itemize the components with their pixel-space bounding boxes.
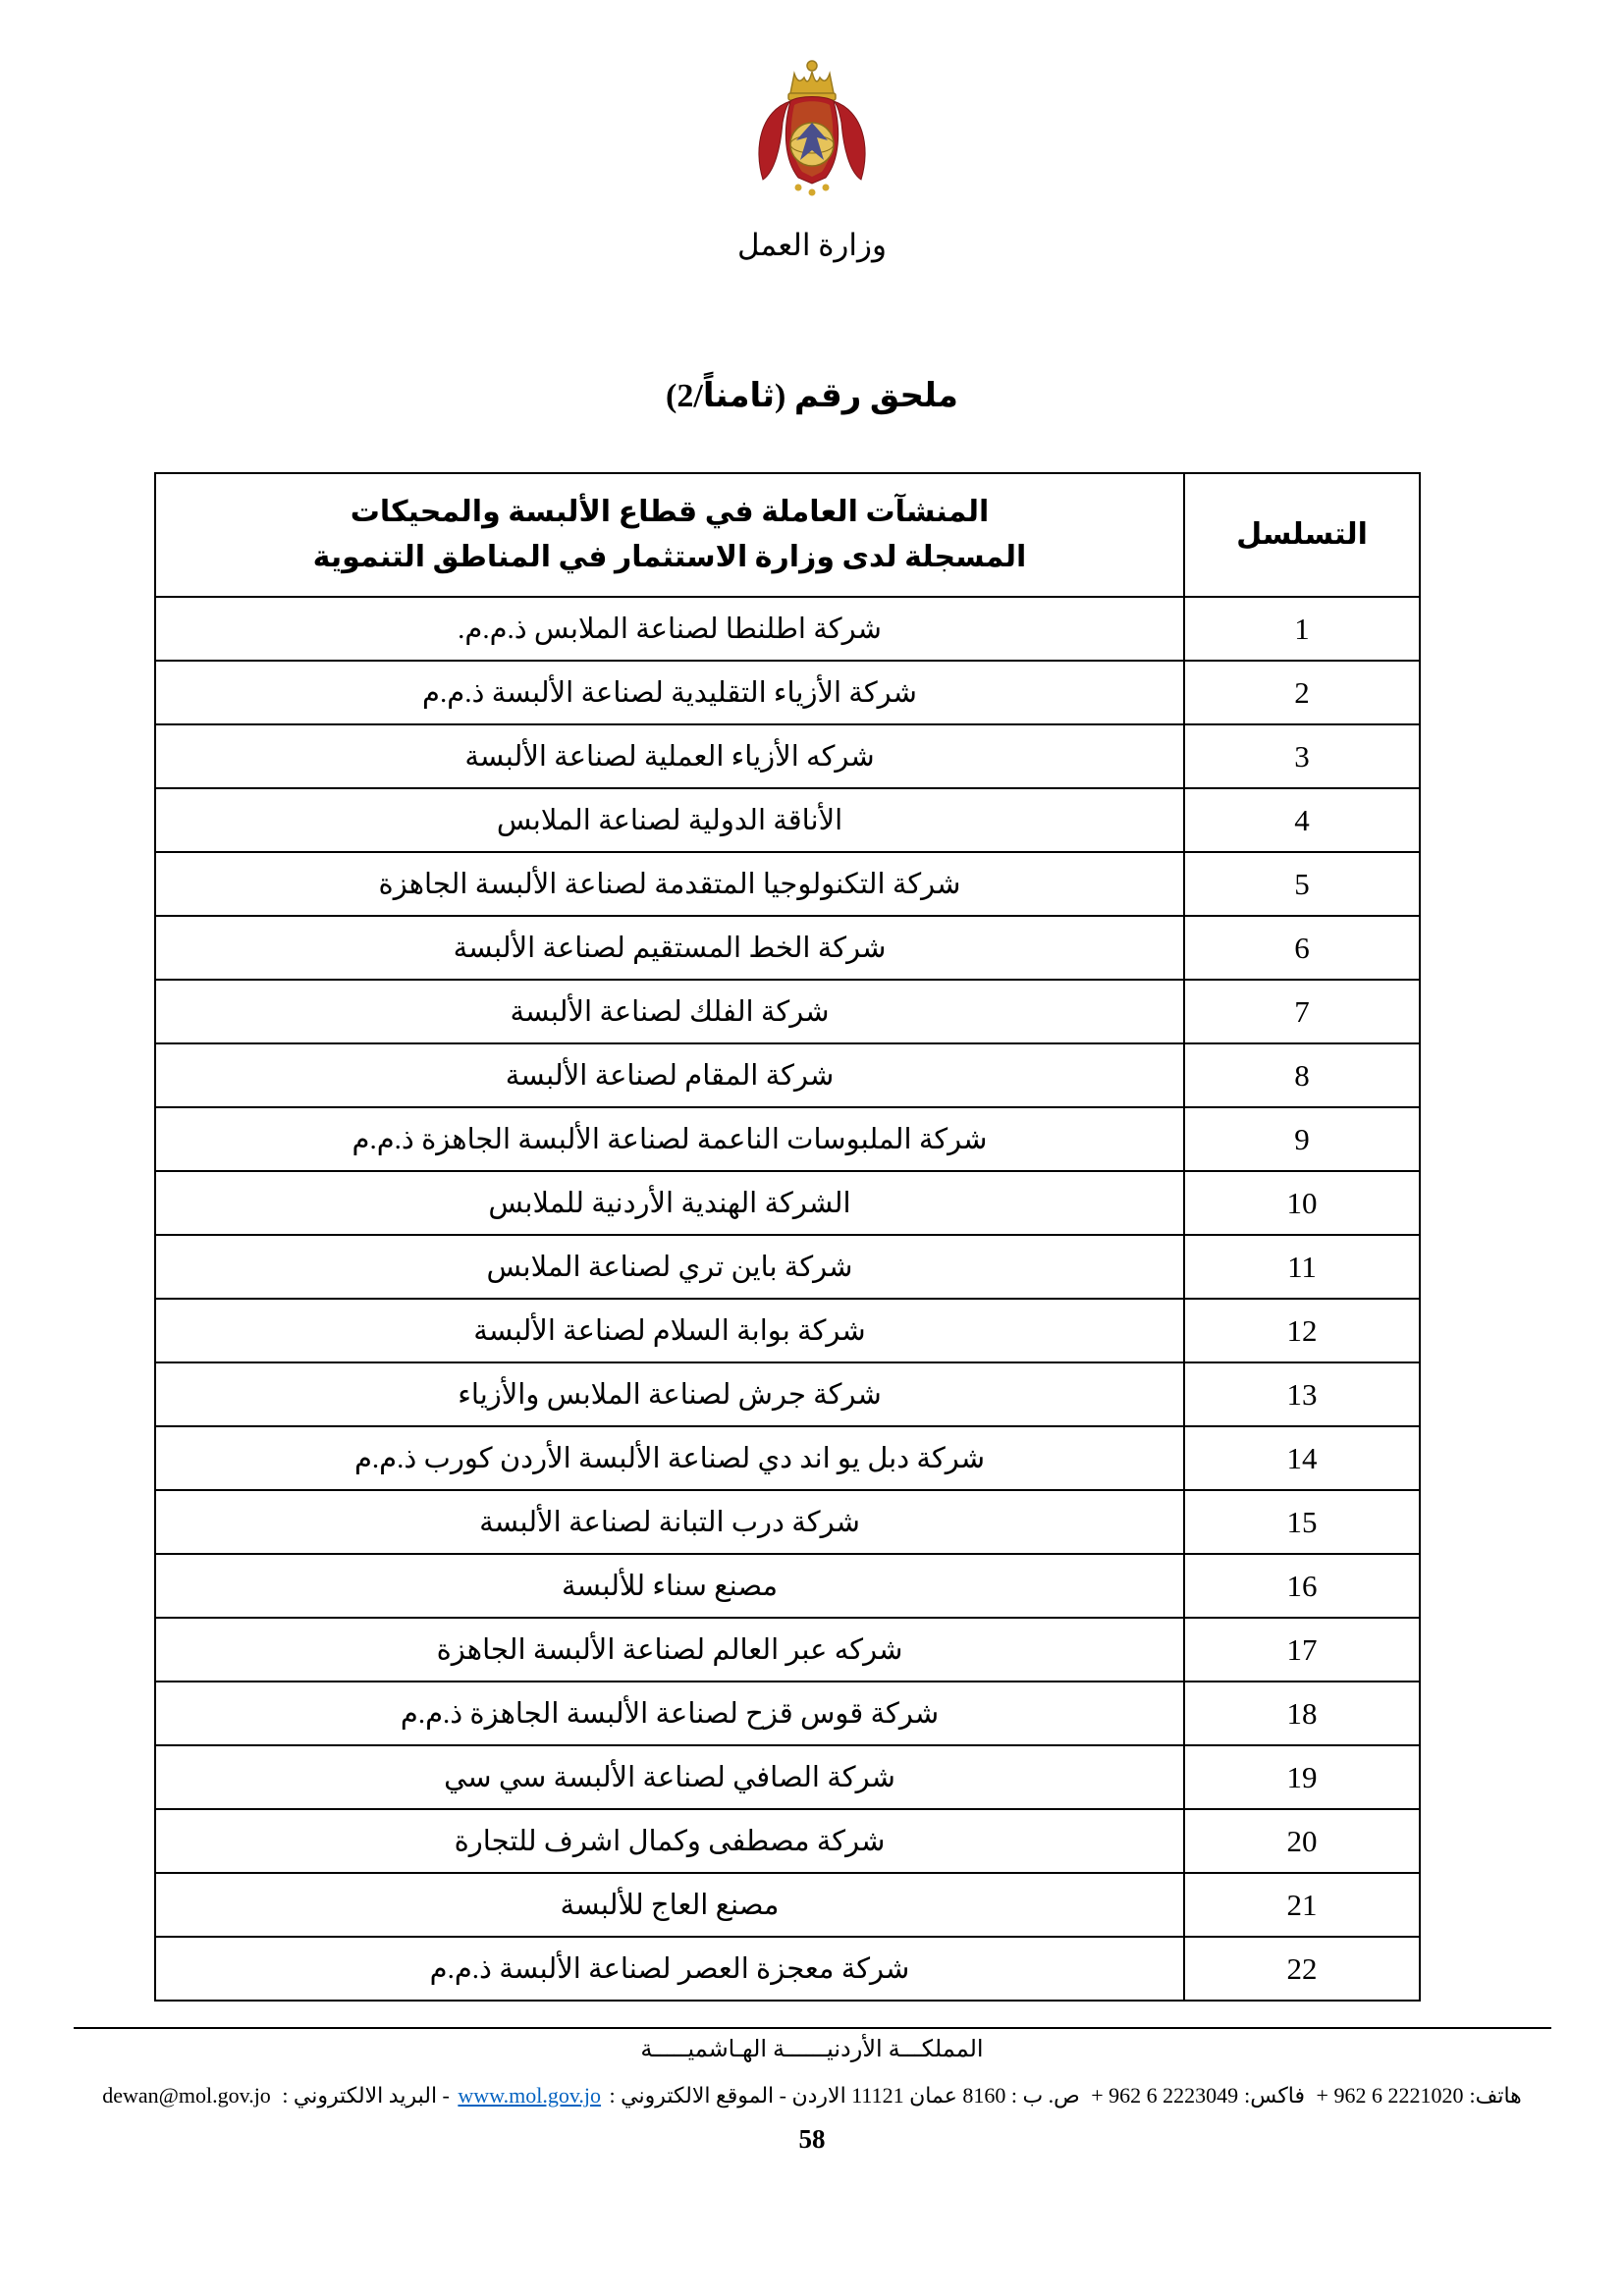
serial-cell: 10: [1184, 1171, 1420, 1235]
company-name-cell: مصنع سناء للألبسة: [155, 1554, 1184, 1618]
serial-cell: 13: [1184, 1362, 1420, 1426]
company-name-cell: مصنع العاج للألبسة: [155, 1873, 1184, 1937]
table-row: [155, 1235, 1420, 1299]
email-label: - البريد الالكتروني :: [282, 2083, 450, 2108]
serial-cell: 20: [1184, 1809, 1420, 1873]
table-row: [155, 852, 1420, 916]
website-link[interactable]: www.mol.gov.jo: [458, 2083, 602, 2108]
table-row: [155, 1362, 1420, 1426]
company-name-cell: شركه عبر العالم لصناعة الألبسة الجاهزة: [155, 1618, 1184, 1682]
serial-column-header: التسلسل: [1184, 473, 1420, 597]
table-row: [155, 980, 1420, 1043]
jordan-coat-of-arms-icon: [733, 54, 891, 223]
table-row: [155, 1809, 1420, 1873]
serial-cell: 16: [1184, 1554, 1420, 1618]
serial-cell: 18: [1184, 1682, 1420, 1745]
table-row: [155, 1618, 1420, 1682]
companies-table: [154, 472, 1421, 2002]
page-title: ملحق رقم (ثامناً/2): [666, 378, 958, 414]
table-row: [155, 1043, 1420, 1107]
table-row: [155, 788, 1420, 852]
table-row: [155, 597, 1420, 661]
table-row: [155, 1171, 1420, 1235]
company-name-cell: شركة الخط المستقيم لصناعة الألبسة: [155, 916, 1184, 980]
companies-column-header: [155, 473, 1184, 597]
company-name-cell: شركة التكنولوجيا المتقدمة لصناعة الألبسة الجاهزة: [155, 852, 1184, 916]
company-name-cell: شركة بوابة السلام لصناعة الألبسة: [155, 1299, 1184, 1362]
table-row: [155, 661, 1420, 724]
company-name-cell: الأناقة الدولية لصناعة الملابس: [155, 788, 1184, 852]
companies-header-line2: المسجلة لدى وزارة الاستثمار في المناطق التنموية: [312, 541, 1027, 573]
company-name-cell: شركة المقام لصناعة الألبسة: [155, 1043, 1184, 1107]
phone-number: + 962 6 2221020: [1316, 2083, 1464, 2108]
footer-divider: [74, 2027, 1551, 2029]
fax-label: فاكس:: [1244, 2083, 1306, 2108]
company-name-cell: شركة معجزة العصر لصناعة الألبسة ذ.م.م: [155, 1937, 1184, 2001]
serial-cell: 21: [1184, 1873, 1420, 1937]
table-row: [155, 1107, 1420, 1171]
table-row: [155, 724, 1420, 788]
serial-cell: 4: [1184, 788, 1420, 852]
serial-cell: 2: [1184, 661, 1420, 724]
company-name-cell: شركة الأزياء التقليدية لصناعة الألبسة ذ.م.م: [155, 661, 1184, 724]
company-name-cell: شركة مصطفى وكمال اشرف للتجارة: [155, 1809, 1184, 1873]
company-name-cell: شركة الصافي لصناعة الألبسة سي سي: [155, 1745, 1184, 1809]
fax-number: + 962 6 2223049: [1091, 2083, 1239, 2108]
table-row: [155, 1873, 1420, 1937]
table-row: [155, 1490, 1420, 1554]
serial-cell: 9: [1184, 1107, 1420, 1171]
table-row: [155, 1682, 1420, 1745]
table-row: [155, 1299, 1420, 1362]
phone-label: هاتف:: [1469, 2083, 1522, 2108]
company-name-cell: شركة الفلك لصناعة الألبسة: [155, 980, 1184, 1043]
email-address: dewan@mol.gov.jo: [102, 2083, 271, 2108]
serial-cell: 5: [1184, 852, 1420, 916]
company-name-cell: شركه الأزياء العملية لصناعة الألبسة: [155, 724, 1184, 788]
serial-cell: 12: [1184, 1299, 1420, 1362]
page-header: [0, 54, 1624, 262]
company-table-body: [155, 597, 1420, 2001]
table-row: [155, 1745, 1420, 1809]
serial-cell: 15: [1184, 1490, 1420, 1554]
company-name-cell: شركة اطلنطا لصناعة الملابس ذ.م.م.: [155, 597, 1184, 661]
serial-cell: 3: [1184, 724, 1420, 788]
company-name-cell: شركة باين تري لصناعة الملابس: [155, 1235, 1184, 1299]
company-name-cell: شركة جرش لصناعة الملابس والأزياء: [155, 1362, 1184, 1426]
contact-line: [0, 2083, 1624, 2109]
serial-cell: 6: [1184, 916, 1420, 980]
company-name-cell: شركة درب التبانة لصناعة الألبسة: [155, 1490, 1184, 1554]
serial-cell: 7: [1184, 980, 1420, 1043]
table-row: [155, 1937, 1420, 2001]
serial-cell: 11: [1184, 1235, 1420, 1299]
address-text: ص. ب : 8160 عمان 11121 الاردن - الموقع الالكتروني :: [609, 2083, 1080, 2108]
company-name-cell: الشركة الهندية الأردنية للملابس: [155, 1171, 1184, 1235]
serial-cell: 17: [1184, 1618, 1420, 1682]
serial-cell: 14: [1184, 1426, 1420, 1490]
companies-header-line1: المنشآت العاملة في قطاع الألبسة والمحيكات: [350, 495, 990, 528]
table-row: [155, 916, 1420, 980]
companies-table-wrap: [154, 472, 1421, 2002]
serial-cell: 1: [1184, 597, 1420, 661]
table-header-row: [155, 473, 1420, 597]
table-row: [155, 1426, 1420, 1490]
company-name-cell: شركة قوس قزح لصناعة الألبسة الجاهزة ذ.م.م: [155, 1682, 1184, 1745]
serial-cell: 19: [1184, 1745, 1420, 1809]
serial-cell: 8: [1184, 1043, 1420, 1107]
company-name-cell: شركة الملبوسات الناعمة لصناعة الألبسة الجاهزة ذ.م.م: [155, 1107, 1184, 1171]
table-row: [155, 1554, 1420, 1618]
ministry-name: وزارة العمل: [737, 228, 887, 262]
serial-cell: 22: [1184, 1937, 1420, 2001]
page-number: 58: [798, 2124, 826, 2154]
company-name-cell: شركة دبل يو اند دي لصناعة الألبسة الأردن كورب ذ.م.م: [155, 1426, 1184, 1490]
kingdom-line: المملكـــة الأردنيــــــة الهـاشميـــــة: [640, 2037, 984, 2062]
